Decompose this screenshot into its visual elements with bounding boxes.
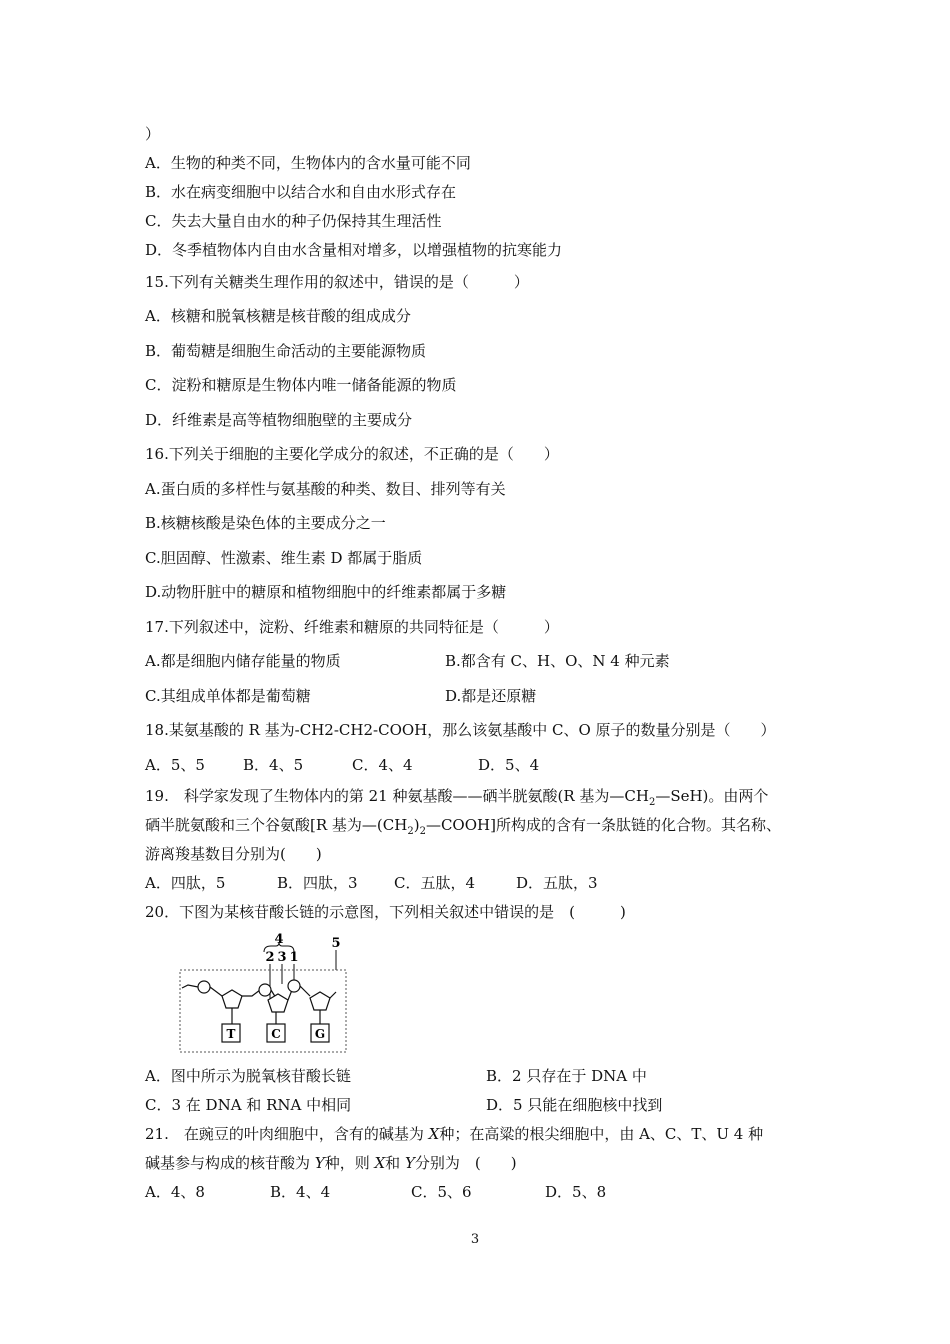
q21-option-b: B．4、4 (270, 1183, 331, 1201)
q16-option-d: D.动物肝脏中的糖原和植物细胞中的纤维素都属于多糖 (145, 583, 507, 601)
q20-option-a: A．图中所示为脱氧核苷酸长链 (145, 1067, 351, 1085)
q14-option-c: C．失去大量自由水的种子仍保持其生理活性 (145, 212, 442, 230)
q14-option-a: A．生物的种类不同，生物体内的含水量可能不同 (145, 154, 471, 172)
q20-option-d: D．5 只能在细胞核中找到 (486, 1096, 663, 1114)
q16-stem: 16.下列关于细胞的主要化学成分的叙述，不正确的是（ ） (145, 445, 559, 463)
q21-stem-line2: 碱基参与构成的核苷酸为 Y种，则 X和 Y分别为 ( ) (145, 1154, 517, 1172)
nucleotide-chain-figure (176, 930, 351, 1060)
q17-option-d: D.都是还原糖 (445, 687, 537, 705)
q20-stem: 20．下图为某核苷酸长链的示意图，下列相关叙述中错误的是 ( ) (145, 903, 626, 921)
q20-option-c: C．3 在 DNA 和 RNA 中相同 (145, 1096, 352, 1114)
phosphate-circle-icon (288, 980, 300, 992)
q19-stem-line1: 19. 科学家发现了生物体内的第 21 种氨基酸——硒半胱氨酸(R 基为$—CH_2—SeH$)。由两个 (145, 787, 769, 808)
sugar-pentagon-icon (310, 992, 330, 1010)
q15-stem: 15.下列有关糖类生理作用的叙述中，错误的是（ ） (145, 273, 529, 291)
fig-label-3: 3 (277, 950, 287, 965)
fig-label-5: 5 (331, 936, 341, 951)
q18-option-c: C．4、4 (352, 756, 413, 774)
q20-option-b: B．2 只存在于 DNA 中 (486, 1067, 647, 1085)
q19-option-a: A．四肽，5 (145, 874, 226, 892)
q18-option-d: D．5、4 (478, 756, 540, 774)
q15-option-a: A．核糖和脱氧核糖是核苷酸的组成成分 (145, 307, 411, 325)
q15-option-b: B．葡萄糖是细胞生命活动的主要能源物质 (145, 342, 427, 360)
q16-option-b: B.核糖核酸是染色体的主要成分之一 (145, 514, 386, 532)
base-g-label: G (314, 1027, 326, 1041)
q17-option-c: C.其组成单体都是葡萄糖 (145, 687, 311, 705)
q19-option-d: D．五肽，3 (516, 874, 598, 892)
q19-option-b: B．四肽，3 (277, 874, 358, 892)
q15-option-d: D．纤维素是高等植物细胞壁的主要成分 (145, 411, 413, 429)
q16-option-a: A.蛋白质的多样性与氨基酸的种类、数目、排列等有关 (145, 480, 506, 498)
sugar-pentagon-icon (268, 994, 288, 1012)
q14-option-d: D．冬季植物体内自由水含量相对增多，以增强植物的抗寒能力 (145, 241, 563, 259)
sugar-pentagon-icon (222, 990, 242, 1008)
q21-option-c: C．5、6 (411, 1183, 472, 1201)
page-number: 3 (470, 1232, 480, 1247)
q17-stem: 17.下列叙述中，淀粉、纤维素和糖原的共同特征是（ ） (145, 618, 559, 636)
q18-option-a: A．5、5 (145, 756, 205, 774)
q21-stem-line1: 21. 在豌豆的叶肉细胞中，含有的碱基为 X种；在高粱的根尖细胞中，由 A、C、T、U 4 种 (145, 1125, 764, 1143)
q18-stem: 18.某氨基酸的 R 基为-CH2-CH2-COOH，那么该氨基酸中 C、O 原子的数量分别是（ ） (145, 721, 776, 739)
q14-stem-end: ） (145, 125, 161, 143)
q19-stem-line2: 硒半胱氨酸和三个谷氨酸[R 基为$—(CH_2)_2—COOH$]所构成的含有一条肽链的化合物。其名称、 (145, 816, 781, 837)
q18-option-b: B．4、5 (243, 756, 304, 774)
fig-label-2: 2 (265, 950, 275, 965)
q17-option-a: A.都是细胞内储存能量的物质 (145, 652, 341, 670)
base-t-label: T (226, 1027, 236, 1041)
q19-stem-line3: 游离羧基数目分别为( ) (145, 845, 322, 863)
q14-option-b: B．水在病变细胞中以结合水和自由水形式存在 (145, 183, 457, 201)
q21-option-d: D．5、8 (545, 1183, 607, 1201)
phosphate-circle-icon (259, 984, 271, 996)
fig-label-4: 4 (274, 932, 284, 947)
q21-option-a: A．4、8 (145, 1183, 205, 1201)
q19-option-c: C．五肽，4 (394, 874, 476, 892)
phosphate-circle-icon (198, 981, 210, 993)
q16-option-c: C.胆固醇、性激素、维生素 D 都属于脂质 (145, 549, 423, 567)
q17-option-b: B.都含有 C、H、O、N 4 种元素 (445, 652, 670, 670)
fig-label-1: 1 (289, 950, 299, 965)
q15-option-c: C．淀粉和糖原是生物体内唯一储备能源的物质 (145, 376, 457, 394)
base-c-label: C (271, 1027, 281, 1041)
